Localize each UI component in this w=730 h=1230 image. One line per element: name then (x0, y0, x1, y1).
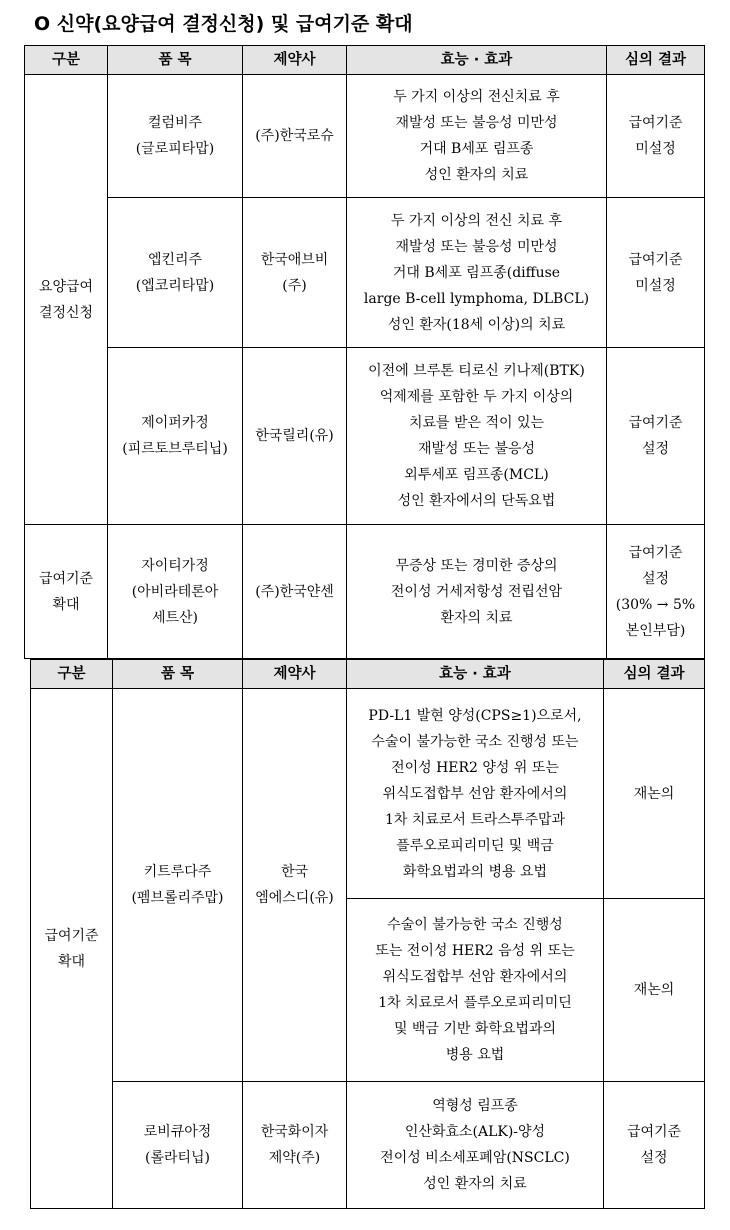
header-company: 제약사 (243, 46, 347, 75)
result-cell: 재논의 (604, 689, 705, 899)
product-cell: 컬럼비주 (글로피타맙) (108, 75, 243, 198)
header-product: 품 목 (108, 46, 243, 75)
header-efficacy: 효능 · 효과 (347, 46, 607, 75)
product-cell: 키트루다주 (펨브롤리주맙) (113, 689, 243, 1082)
result-cell: 급여기준 설정 (604, 1082, 705, 1209)
product-cell: 로비큐아정 (롤라티닙) (113, 1082, 243, 1209)
company-cell: 한국화이자 제약(주) (243, 1082, 347, 1209)
company-cell: 한국 엠에스디(유) (243, 689, 347, 1082)
company-cell: (주)한국얀센 (243, 525, 347, 659)
efficacy-cell: 수술이 불가능한 국소 진행성 또는 전이성 HER2 음성 위 또는 위식도접합부 선암 환자에서의 1차 치료로서 플루오로피리미딘 및 백금 기반 화학요법과의 병용 요법 (347, 899, 604, 1082)
section-title: O 신약(요양급여 결정신청) 및 급여기준 확대 (34, 13, 413, 35)
efficacy-cell: 두 가지 이상의 전신 치료 후 재발성 또는 불응성 미만성 거대 B세포 림프종(diffuse large B-cell lymphoma, DLBCL) 성인 환자(18세 이상)의 치료 (347, 198, 607, 348)
product-cell: 엡킨리주 (엡코리타맙) (108, 198, 243, 348)
table-row (31, 689, 705, 899)
efficacy-cell: 무증상 또는 경미한 증상의 전이성 거세저항성 전립선암 환자의 치료 (347, 525, 607, 659)
product-cell: 자이티가정 (아비라테론아 세트산) (108, 525, 243, 659)
header-category: 구분 (25, 46, 108, 75)
header-product: 품 목 (113, 660, 243, 689)
result-cell: 급여기준 미설정 (607, 198, 705, 348)
company-cell: (주)한국로슈 (243, 75, 347, 198)
result-cell: 급여기준 미설정 (607, 75, 705, 198)
header-efficacy: 효능 · 효과 (347, 660, 604, 689)
table-header-row (25, 46, 705, 75)
table-row (25, 348, 705, 525)
efficacy-cell: 역형성 림프종 인산화효소(ALK)-양성 전이성 비소세포폐암(NSCLC) 성인 환자의 치료 (347, 1082, 604, 1209)
efficacy-cell: 두 가지 이상의 전신치료 후 재발성 또는 불응성 미만성 거대 B세포 림프종 성인 환자의 치료 (347, 75, 607, 198)
header-company: 제약사 (243, 660, 347, 689)
category-cell: 급여기준 확대 (25, 525, 108, 659)
efficacy-cell: PD-L1 발현 양성(CPS≥1)으로서, 수술이 불가능한 국소 진행성 또는 전이성 HER2 양성 위 또는 위식도접합부 선암 환자에서의 1차 치료로서 트라스투주맙과 플루오로피리미딘 및 백금 화학요법과의 병용 요법 (347, 689, 604, 899)
company-cell: 한국애브비 (주) (243, 198, 347, 348)
product-cell: 제이퍼카정 (피르토브루티닙) (108, 348, 243, 525)
table-row (31, 1082, 705, 1209)
table-row (25, 525, 705, 659)
result-cell: 급여기준 설정 (30% → 5% 본인부담) (607, 525, 705, 659)
category-cell: 요양급여 결정신청 (25, 75, 108, 525)
category-cell: 급여기준 확대 (31, 689, 113, 1209)
efficacy-cell: 이전에 브루톤 티로신 키나제(BTK) 억제제를 포함한 두 가지 이상의 치료를 받은 적이 있는 재발성 또는 불응성 외투세포 림프종(MCL) 성인 환자에서의 단독요법 (347, 348, 607, 525)
table-header-row (31, 660, 705, 689)
result-cell: 급여기준 설정 (607, 348, 705, 525)
header-category: 구분 (31, 660, 113, 689)
table-row (25, 198, 705, 348)
result-cell: 재논의 (604, 899, 705, 1082)
decision-table-1 (24, 45, 705, 659)
header-result: 심의 결과 (604, 660, 705, 689)
table-row (25, 75, 705, 198)
company-cell: 한국릴리(유) (243, 348, 347, 525)
header-result: 심의 결과 (607, 46, 705, 75)
decision-table-2 (30, 659, 705, 1209)
